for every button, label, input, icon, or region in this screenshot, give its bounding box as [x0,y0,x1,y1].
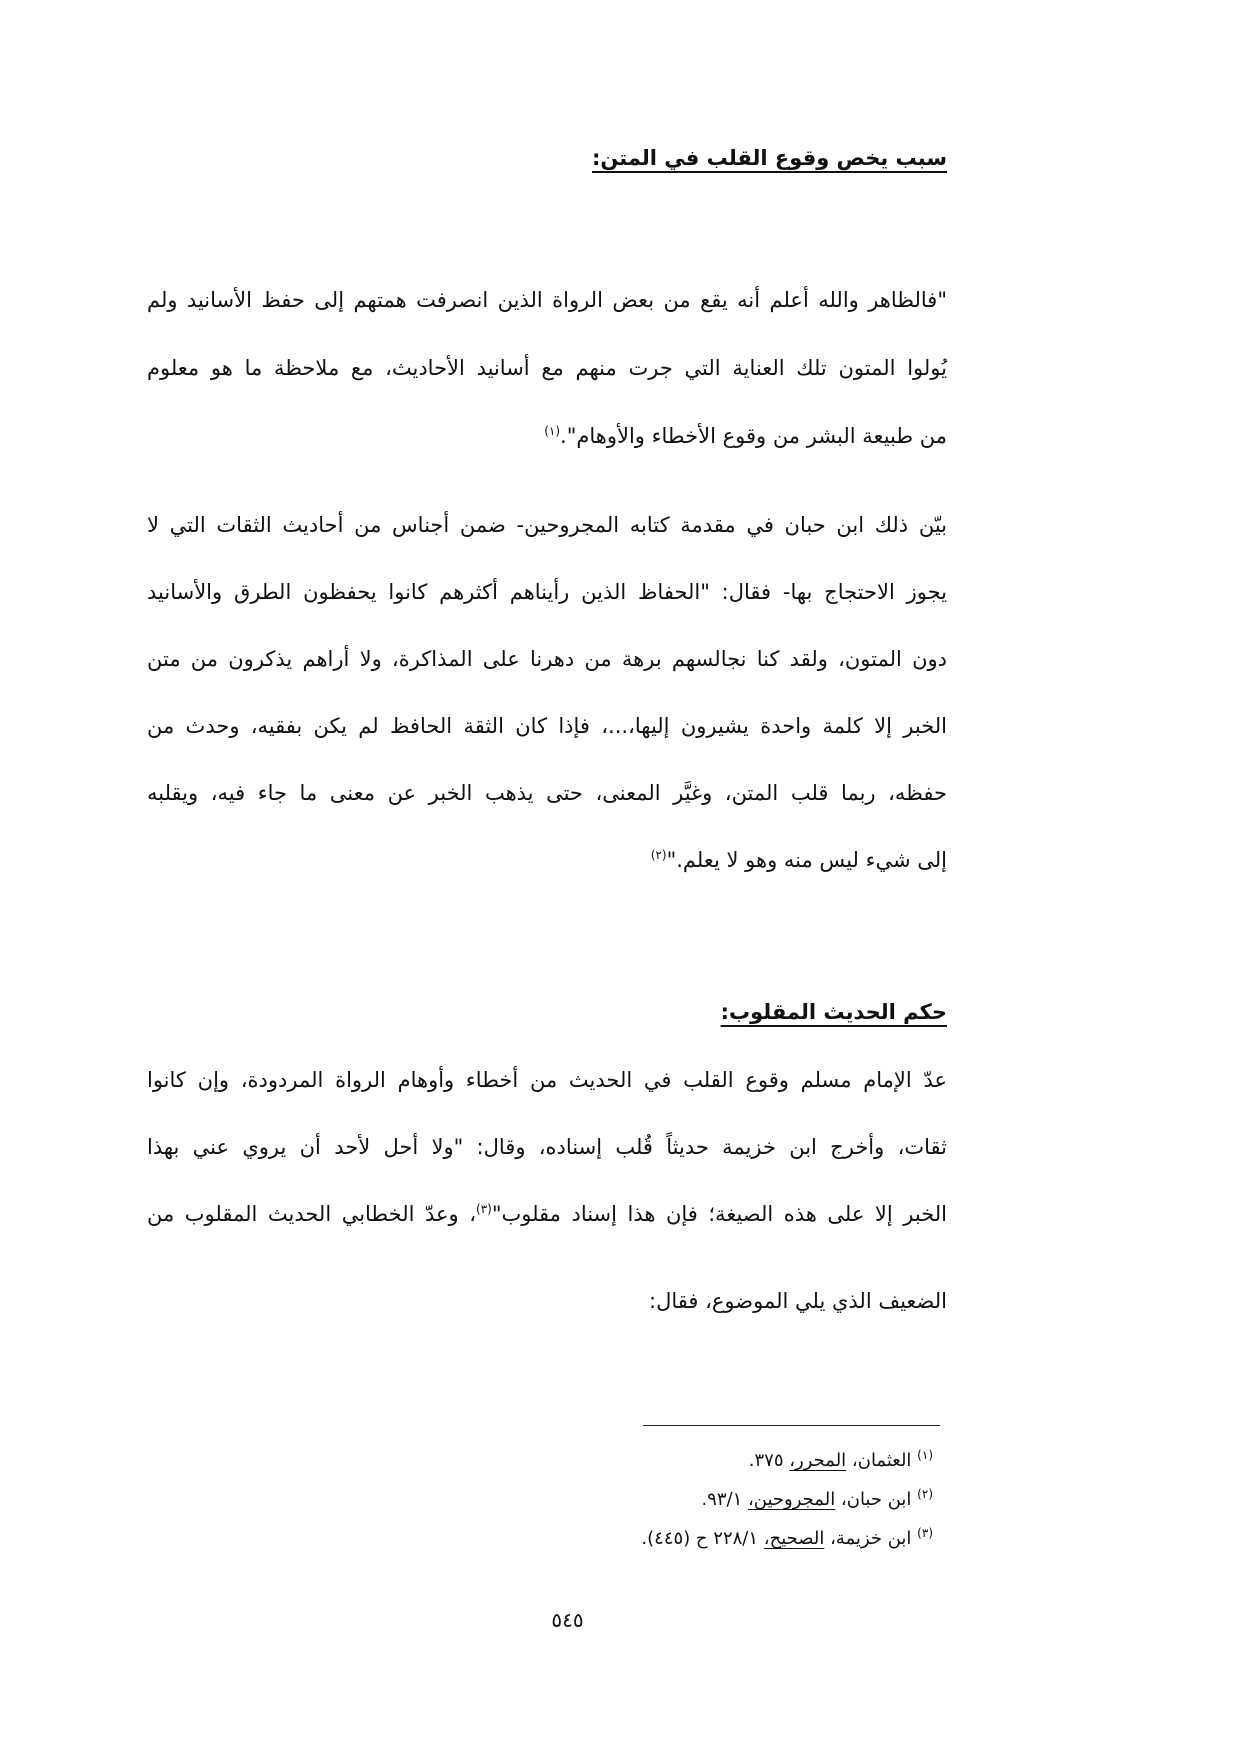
footnote-locator: ٢٢٨/١ ح (٤٤٥). [641,1528,764,1549]
footnote-title: المجروحين، [747,1489,836,1510]
footnote-mark: (١) [917,1448,933,1462]
footnote-title: المحرر، [789,1450,847,1471]
paragraph-line: "فالظاهر والله أعلم أنه يقع من بعض الرواة الذين انصرفت همتهم إلى حفظ الأسانيد ولم [147,288,947,312]
paragraph-line: يُولوا المتون تلك العناية التي جرت منهم مع أسانيد الأحاديث، مع ملاحظة ما هو معلوم [147,356,947,380]
paragraph-line: الخبر إلا كلمة واحدة يشيرون إليها،...، فإذا كان الثقة الحافظ لم يكن بفقيه، وحدث من [147,714,947,738]
paragraph-line [147,843,947,877]
paragraph-text: الخبر إلا على هذه الصيغة؛ فإن هذا إسناد مقلوب" [491,1202,947,1226]
paragraph-line: حفظه، ربما قلب المتن، وغيَّر المعنى، حتى يذهب الخبر عن معنى ما جاء فيه، ويقلبه [147,781,947,805]
paragraph-line: دون المتون، ولقد كنا نجالسهم برهة من دهرنا على المذاكرة، ولا أراهم يذكرون من متن [147,647,947,671]
footnote [701,1489,933,1510]
footnote-author: ابن خزيمة، [824,1528,912,1549]
paragraph-line: الضعيف الذي يلي الموضوع، فقال: [649,1289,947,1313]
footnote-locator: ٩٣/١. [701,1489,748,1510]
paragraph-line: يجوز الاحتجاج بها- فقال: "الحفاظ الذين رأيناهم أكثرهم كانوا يحفظون الطرق والأسانيد [147,580,947,604]
footnote-reference: (١) [544,424,561,438]
footnote-separator [643,1425,940,1426]
paragraph-line: بيّن ذلك ابن حبان في مقدمة كتابه المجروحين- ضمن أجناس من أحاديث الثقات التي لا [147,513,947,537]
paragraph-line: عدّ الإمام مسلم وقوع القلب في الحديث من أخطاء وأوهام الرواة المردودة، وإن كانوا [147,1068,947,1092]
paragraph-line [147,1197,947,1231]
paragraph-line [147,419,947,453]
footnote-author: ابن حبان، [835,1489,912,1510]
footnote-title: الصحيح، [763,1528,825,1549]
paragraph-line: ثقات، وأخرج ابن خزيمة حديثاً قُلب إسناده، وقال: "ولا أحل لأحد أن يروي عني بهذا [147,1135,947,1159]
paragraph-text: إلى شيء ليس منه وهو لا يعلم." [666,848,947,872]
footnote [749,1450,933,1471]
paragraph-text: ، وعدّ الخطابي الحديث المقلوب من [147,1202,476,1226]
footnote-mark: (٢) [917,1487,933,1501]
footnote-locator: ٣٧٥. [748,1450,790,1471]
paragraph-text: من طبيعة البشر من وقوع الأخطاء والأوهام". [560,424,947,448]
section-heading-matn-inversion-cause: سبب يخص وقوع القلب في المتن: [591,146,947,170]
page-number: ٥٤٥ [551,1608,584,1632]
footnote-author: العثمان، [846,1450,912,1471]
section-heading-maqlub-ruling: حكم الحديث المقلوب: [720,1000,947,1024]
footnote-reference: (٣) [476,1202,492,1216]
footnote-reference: (٢) [650,848,667,862]
footnote-mark: (٣) [917,1526,933,1540]
footnote [641,1528,933,1549]
